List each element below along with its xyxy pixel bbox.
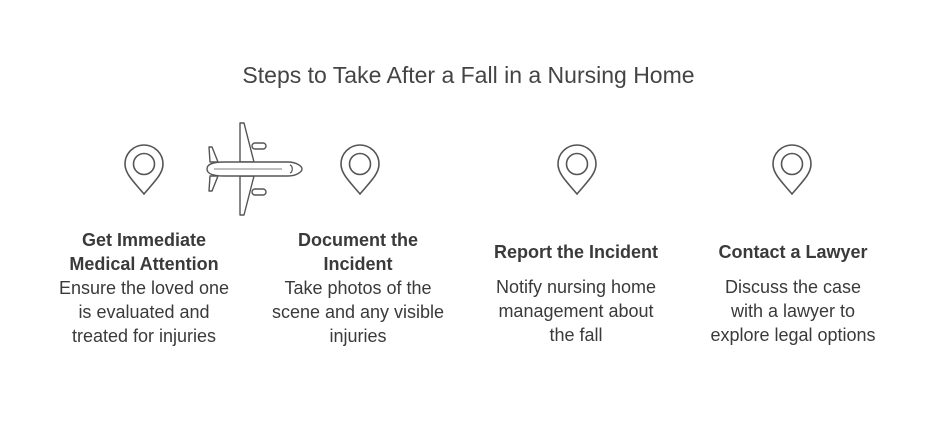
step-report-incident bbox=[476, 240, 676, 347]
step-description: Take photos of the scene and any visible injuries bbox=[271, 278, 445, 346]
airplane-icon bbox=[204, 121, 304, 217]
map-pin-icon bbox=[123, 144, 165, 196]
step-description: Notify nursing home management about the fall bbox=[495, 277, 657, 345]
page-title: Steps to Take After a Fall in a Nursing Home bbox=[242, 62, 695, 88]
step-heading: Get Immediate Medical Attention bbox=[69, 230, 219, 274]
step-document-incident bbox=[258, 228, 458, 348]
map-pin-icon bbox=[556, 144, 598, 196]
step-description: Ensure the loved one is evaluated and treated for injuries bbox=[58, 278, 230, 346]
map-pin-icon bbox=[339, 144, 381, 196]
map-pin-icon bbox=[771, 144, 813, 196]
step-get-medical-attention bbox=[44, 228, 244, 348]
step-contact-lawyer bbox=[693, 240, 893, 347]
step-description: Discuss the case with a lawyer to explore legal options bbox=[710, 277, 876, 345]
step-heading: Contact a Lawyer bbox=[718, 242, 868, 262]
step-heading: Report the Incident bbox=[493, 242, 658, 262]
step-heading: Document the Incident bbox=[297, 230, 418, 274]
